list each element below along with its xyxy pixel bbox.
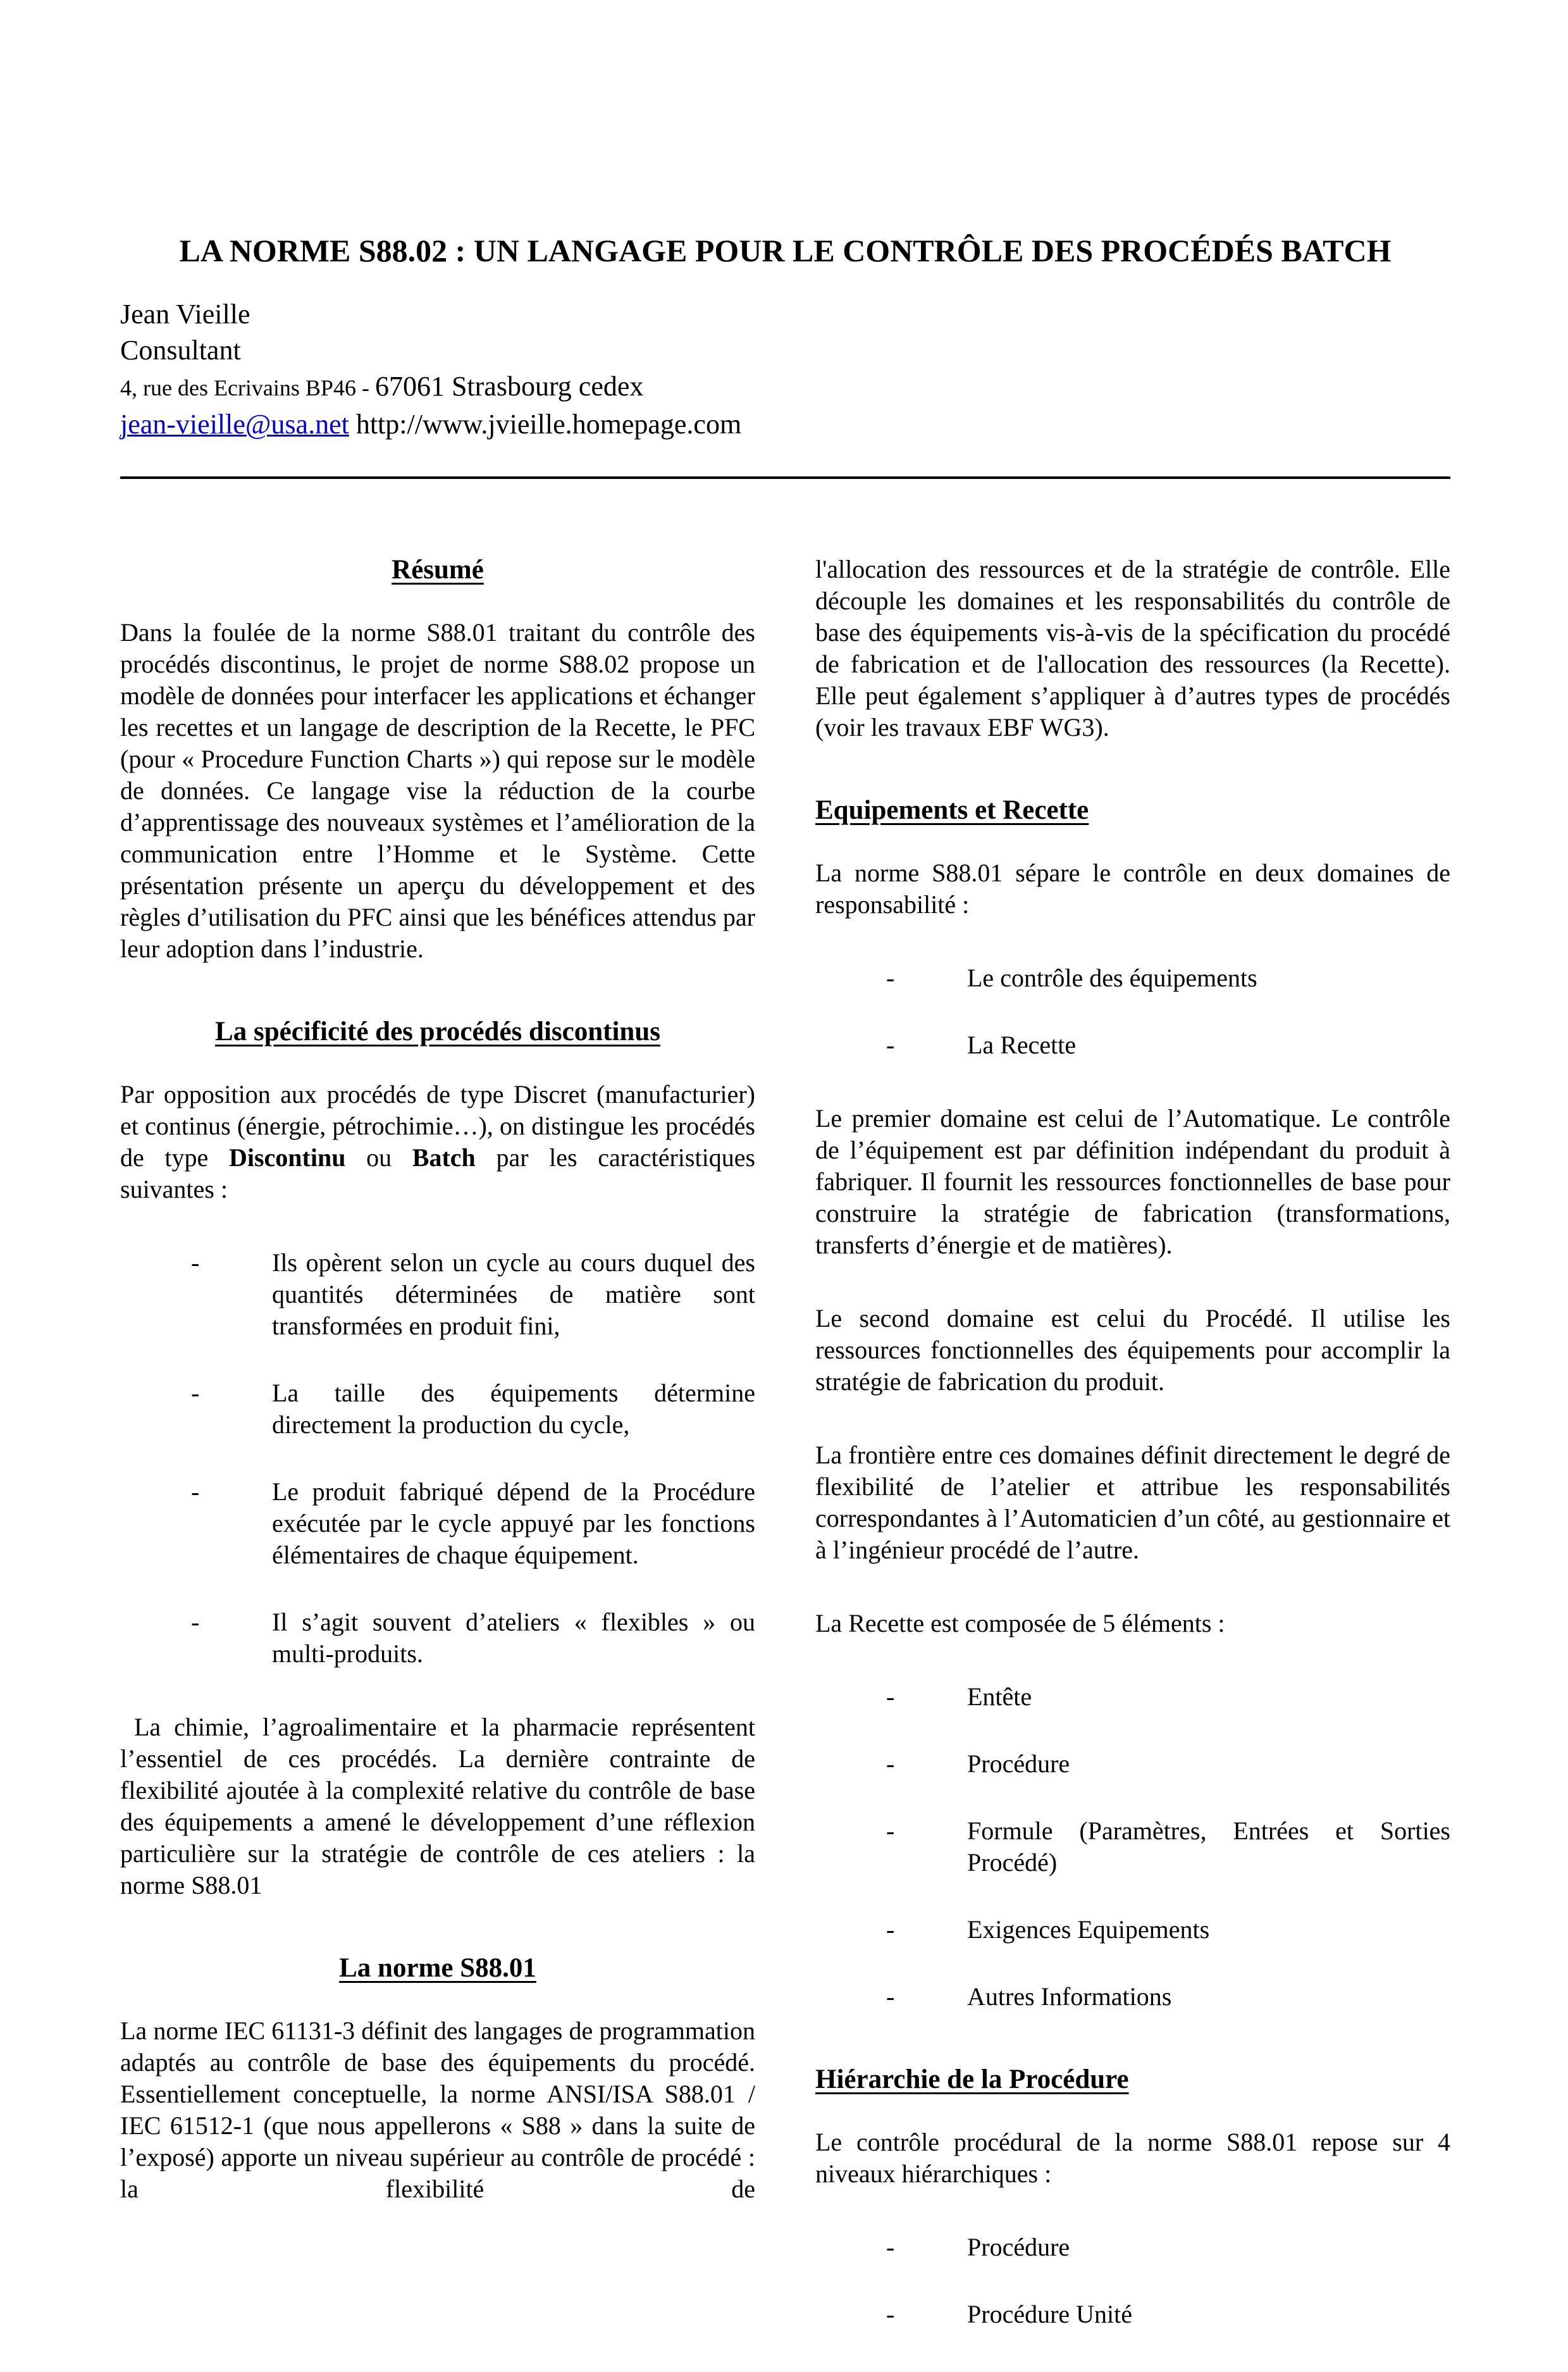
text-run: Dans la foulée de la norme S88.01 traitant du contrôle des procédés discontinus, le projet de norme S88.02 propose un modèle de données pour interfacer les applications et échanger les recettes et un langage de description de la Recette, le PFC (pour « Procedure Function Charts ») qui repose sur le modèle de données. Ce langage vise la réduction de la courbe d’apprentissage des nouveaux systèmes et l’amélioration de la communication entre l’Homme et le Système. Cette présentation présente un aperçu du développement et des règles d’utilisation du PFC ainsi que les bénéfices attendus par leur adoption dans l’industrie. xyxy=(120,618,756,963)
bullet-dash-icon: - xyxy=(886,1749,895,1778)
list-item xyxy=(120,1377,755,1441)
bullet-text: Ils opèrent selon un cycle au cours duquel des quantités déterminées de matière sont transformées en produit fini, xyxy=(272,1248,755,1340)
list-item xyxy=(815,1748,1450,1780)
bullet-text: Le produit fabriqué dépend de la Procédure exécutée par le cycle appuyé par les fonctions élémentaires de chaque équipement. xyxy=(272,1477,755,1569)
bullet-dash-icon: - xyxy=(886,2232,895,2261)
list-item xyxy=(815,1981,1450,2013)
section-heading-text: La spécificité des procédés discontinus xyxy=(215,1016,660,1046)
text-run: Par opposition aux procédés de type Discret (manufacturier) et continus (énergie, pétrochimie…), on distingue les procédés de type xyxy=(120,1079,755,1172)
text-run: par les caractéristiques suivantes : xyxy=(120,1143,756,1203)
paragraph xyxy=(120,1711,755,1901)
section-heading-text: Equipements et Recette xyxy=(815,795,1089,825)
bullet-dash-icon: - xyxy=(886,2299,895,2328)
bullet-text: La Recette xyxy=(967,1030,1077,1059)
page-title: LA NORME S88.02 : UN LANGAGE POUR LE CONTRÔLE DES PROCÉDÉS BATCH xyxy=(179,233,1392,268)
section-heading-text: La norme S88.01 xyxy=(339,1953,536,1983)
list-item xyxy=(815,2299,1450,2330)
bold-text: Batch xyxy=(412,1143,476,1172)
author-contact xyxy=(120,406,1450,442)
bullet-text: Il s’agit souvent d’ateliers « flexibles » ou multi-produits. xyxy=(272,1607,755,1668)
paragraph xyxy=(120,2015,755,2205)
section-heading xyxy=(120,1952,755,1985)
bullet-text: Procédure xyxy=(967,1749,1070,1778)
bullet-dash-icon: - xyxy=(886,1915,895,1944)
bullet-dash-icon: - xyxy=(191,1607,200,1636)
address-city: 67061 Strasbourg cedex xyxy=(374,370,644,402)
paragraph xyxy=(815,1303,1450,1398)
text-run: La chimie, l’agroalimentaire et la pharmacie représentent l’essentiel de ces procédés. La dernière contrainte de flexibilité ajoutée à la complexité relative du contrôle de base des équipements a amené le développement d’une réflexion particulière sur la stratégie de contrôle de ces ateliers : la norme S88.01 xyxy=(120,1712,755,1899)
list-item xyxy=(815,1681,1450,1713)
paragraph xyxy=(815,1103,1450,1261)
bullet-dash-icon: - xyxy=(191,1477,200,1506)
list-item xyxy=(815,1815,1450,1878)
bullet-text: Procédure xyxy=(967,2232,1070,2261)
paragraph xyxy=(815,1608,1450,1639)
bullet-dash-icon: - xyxy=(886,1682,895,1711)
bullet-dash-icon: - xyxy=(886,1982,895,2011)
bullet-text: Entête xyxy=(967,1682,1032,1711)
list-item xyxy=(815,1914,1450,1946)
list-item xyxy=(815,962,1450,994)
section-heading xyxy=(120,1015,755,1048)
list-item xyxy=(120,1247,755,1342)
paragraph xyxy=(120,1079,755,1205)
bullet-dash-icon: - xyxy=(886,1030,895,1059)
bullet-dash-icon: - xyxy=(191,1378,200,1407)
section-heading-text: Hiérarchie de la Procédure xyxy=(815,2064,1129,2094)
bullet-text: Exigences Equipements xyxy=(967,1915,1210,1944)
author-name: Jean Vieille xyxy=(120,298,250,330)
author-role: Consultant xyxy=(120,334,241,366)
author-address xyxy=(120,368,1450,406)
text-run: l'allocation des ressources et de la stratégie de contrôle. Elle découple les domaines et les responsabilités du contrôle de base des équipements vis-à-vis de la spécification du procédé de fabrication et de l'allocation des ressources (la Recette). Elle peut également s’appliquer à d’autres types de procédés (voir les travaux EBF WG3). xyxy=(815,554,1450,742)
section-heading-text: Résumé xyxy=(392,554,484,585)
bullet-text: La taille des équipements détermine directement la production du cycle, xyxy=(272,1378,755,1439)
text-run: La norme S88.01 sépare le contrôle en deux domaines de responsabilité : xyxy=(815,858,1450,919)
list-item xyxy=(120,1606,755,1670)
bullet-dash-icon: - xyxy=(886,963,895,992)
paragraph xyxy=(815,554,1450,743)
text-run: Le second domaine est celui du Procédé. Il utilise les ressources fonctionnelles des équipements pour accomplir la stratégie de fabrication du produit. xyxy=(815,1303,1450,1396)
bullet-text: Procédure Unité xyxy=(967,2299,1133,2328)
column-left xyxy=(120,554,755,2247)
text-run: La frontière entre ces domaines définit directement le degré de flexibilité de l’atelier et attribue les responsabilités correspondantes à l’Automaticien d’un côté, au gestionnaire et à l’ingénieur procédé de l’autre. xyxy=(815,1440,1450,1564)
bullet-list xyxy=(815,2232,1450,2330)
column-right xyxy=(815,554,1450,2372)
paragraph xyxy=(815,1439,1450,1566)
text-run: ou xyxy=(345,1143,412,1172)
bullet-dash-icon: - xyxy=(886,1816,895,1845)
website-text: http://www.jvieille.homepage.com xyxy=(349,408,742,440)
section-heading xyxy=(815,2063,1450,2096)
two-column-body xyxy=(120,554,1450,2372)
text-run: Le premier domaine est celui de l’Automatique. Le contrôle de l’équipement est par définition indépendant du produit à fabriquer. Il fournit les ressources fonctionnelles de base pour construire la stratégie de fabrication (transformations, transferts d’énergie et de matières). xyxy=(815,1103,1450,1259)
divider xyxy=(120,476,1450,479)
section-heading xyxy=(815,794,1450,827)
bullet-text: Le contrôle des équipements xyxy=(967,963,1257,992)
list-item xyxy=(120,1476,755,1571)
bullet-list xyxy=(815,962,1450,1061)
list-item xyxy=(815,1029,1450,1061)
email-link[interactable]: jean-vieille@usa.net xyxy=(120,408,349,440)
bullet-dash-icon: - xyxy=(191,1248,200,1277)
text-run: La Recette est composée de 5 éléments : xyxy=(815,1608,1225,1637)
address-street: 4, rue des Ecrivains BP46 - xyxy=(120,375,375,401)
paragraph xyxy=(120,617,755,965)
paragraph xyxy=(815,2127,1450,2190)
section-heading xyxy=(120,554,755,587)
paragraph xyxy=(815,857,1450,921)
bullet-text: Autres Informations xyxy=(967,1982,1172,2011)
list-item xyxy=(815,2232,1450,2263)
text-run: Le contrôle procédural de la norme S88.01 repose sur 4 niveaux hiérarchiques : xyxy=(815,2127,1450,2188)
bullet-list xyxy=(120,1247,755,1670)
bold-text: Discontinu xyxy=(228,1143,346,1172)
text-run: La norme IEC 61131-3 définit des langages de programmation adaptés au contrôle de base des équipements du procédé. Essentiellement conceptuelle, la norme ANSI/ISA S88.01 / IEC 61512-1 (que nous appellerons « S88 » dans la suite de l’exposé) apporte un niveau supérieur au contrôle de procédé : la flexibilité de xyxy=(120,2016,755,2203)
bullet-list xyxy=(815,1681,1450,2013)
author-block xyxy=(120,296,1450,442)
bullet-text: Formule (Paramètres, Entrées et Sorties Procédé) xyxy=(967,1816,1450,1877)
